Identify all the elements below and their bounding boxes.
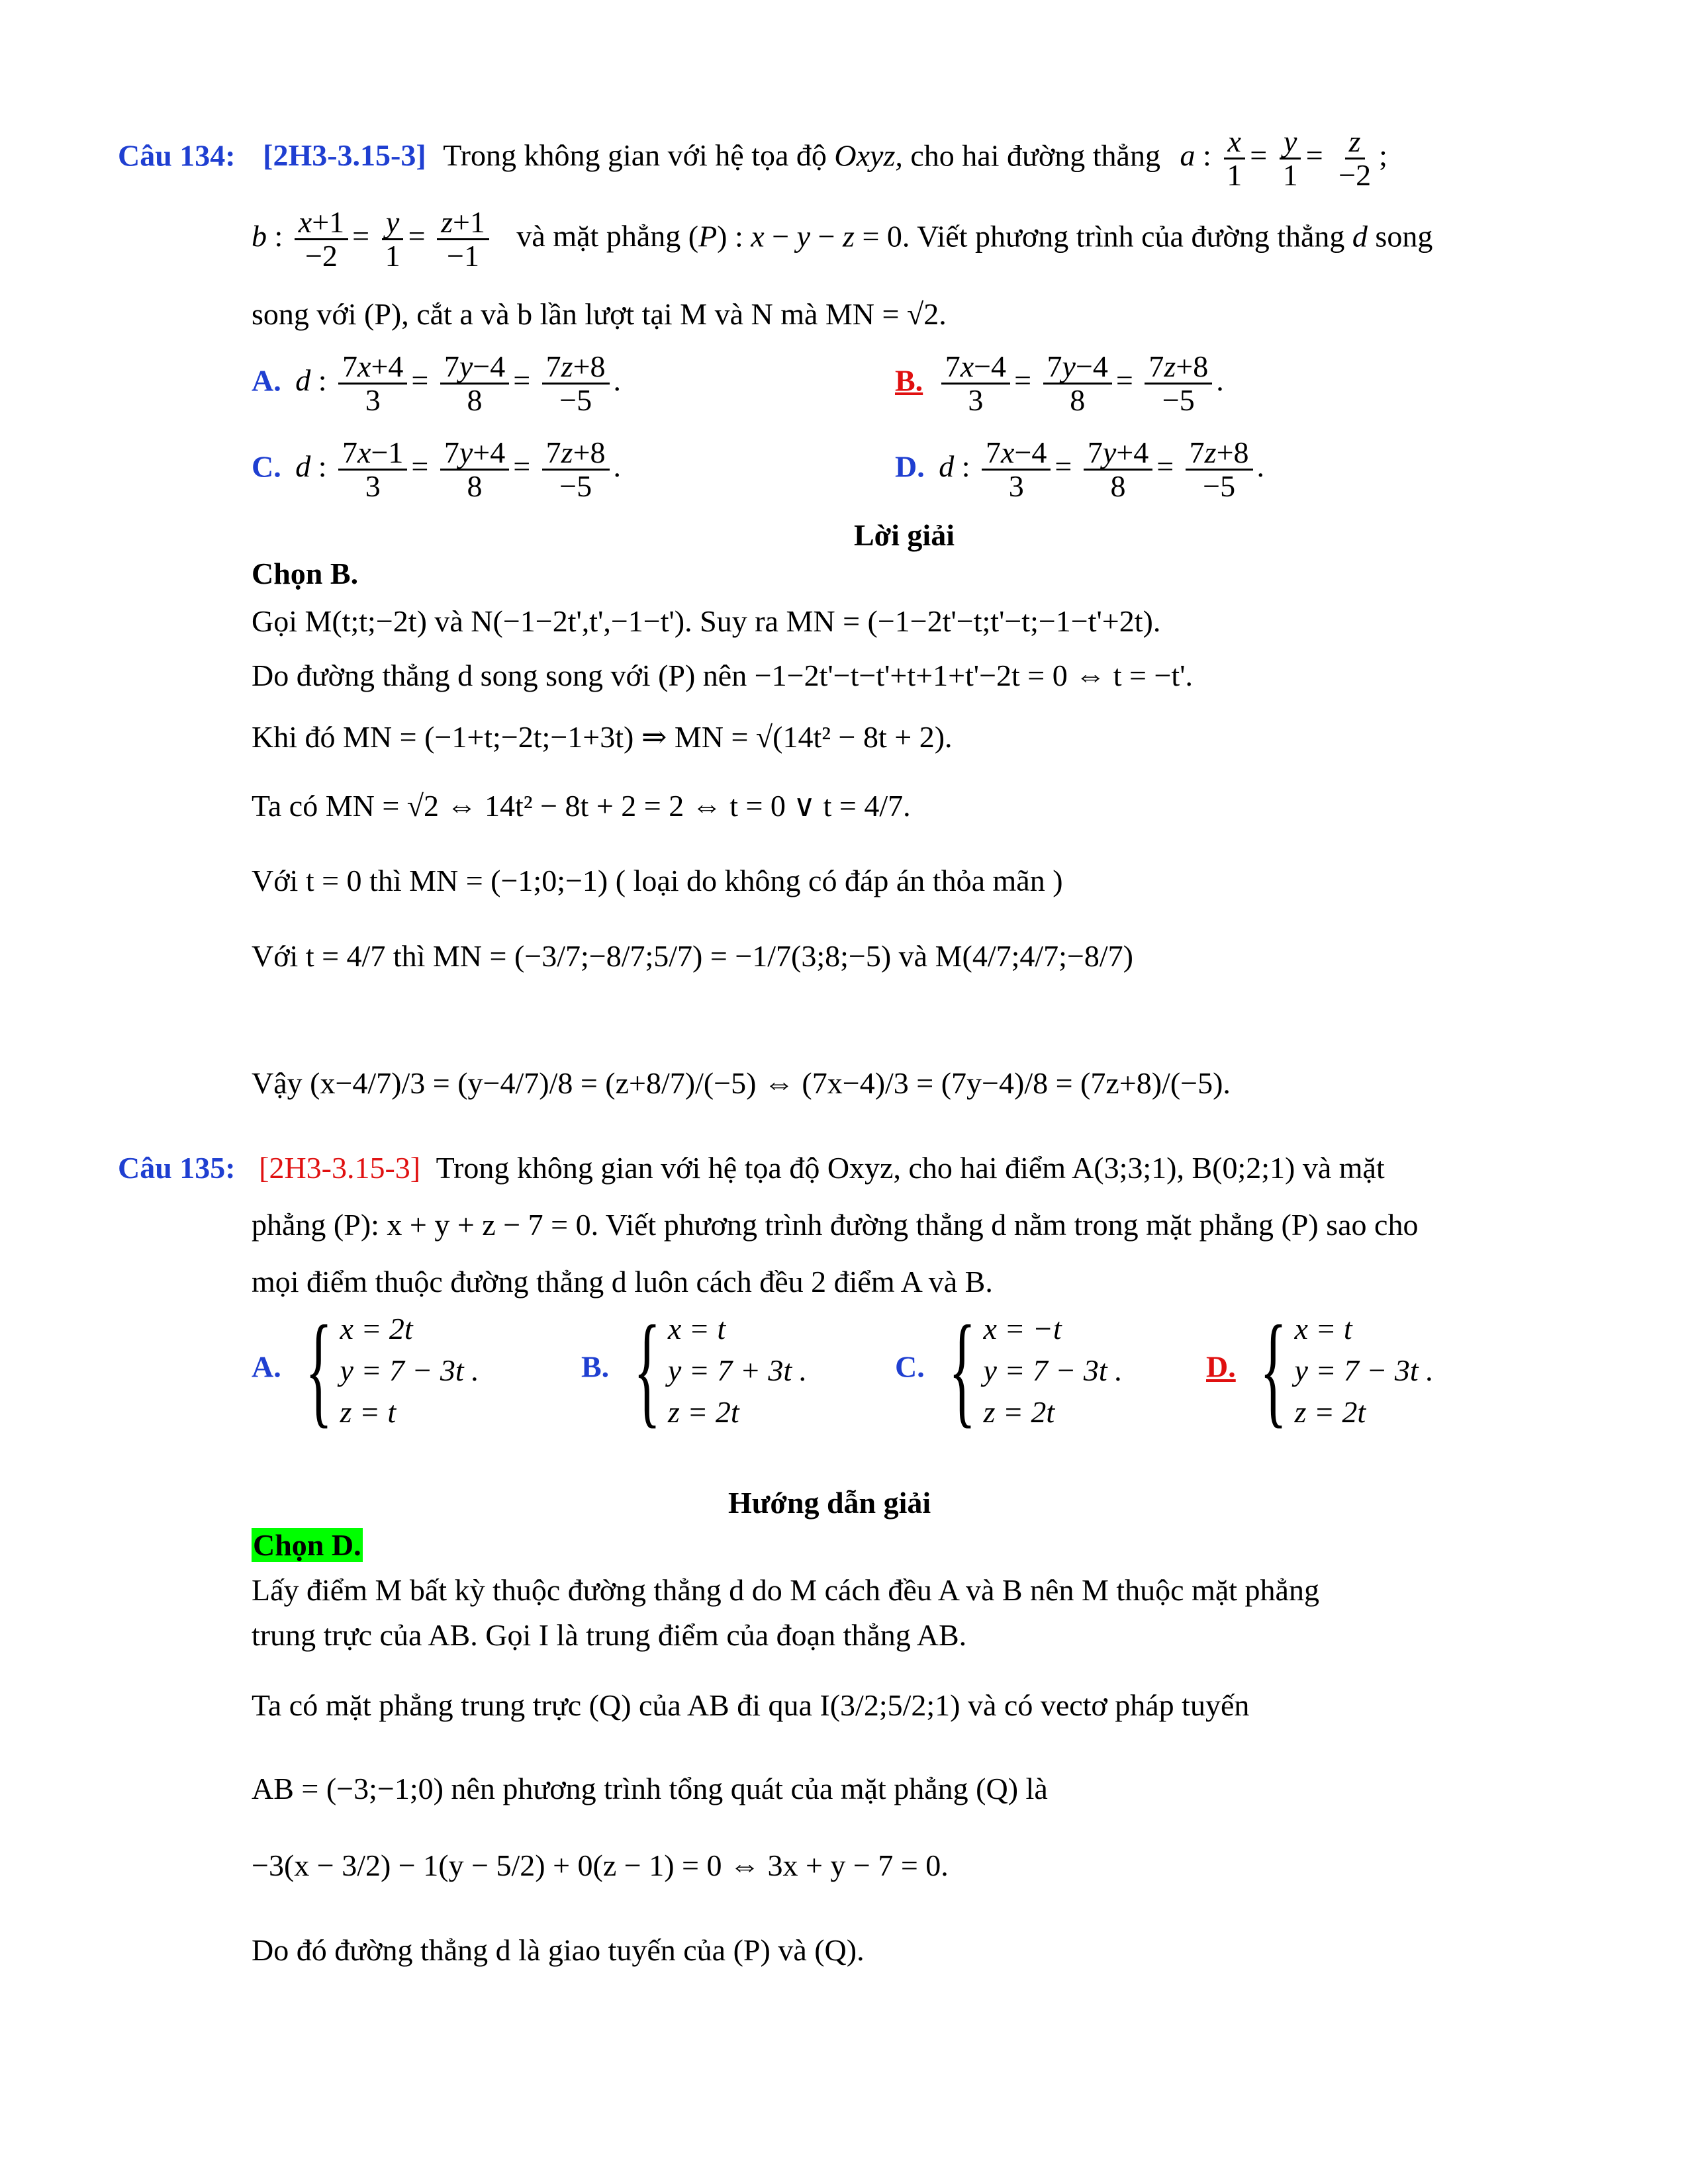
q134-solution-title: Lời giải	[854, 518, 955, 552]
option-b-math: $\frac{7x-4}{3}$ = $\frac{7y-4}{8}$ = $\frac{7z+8}{-5}$ .	[937, 363, 1224, 397]
q134-header	[118, 126, 1387, 192]
q134-step-6: Với t = 4/7 thì MN = (−3/7;−8/7;5/7) = −1/7(3;8;−5) và M(4/7;4/7;−8/7)	[252, 939, 1133, 973]
brace-icon: {	[633, 1300, 661, 1439]
q134-label: Câu 134:	[118, 138, 236, 173]
option-system	[289, 1300, 479, 1439]
option-key: D.	[1206, 1349, 1236, 1384]
q134-line2-mid: và mặt phẳng	[516, 219, 681, 253]
q135-step-2: trung trực của AB. Gọi I là trung điểm của đoạn thẳng AB.	[252, 1618, 967, 1652]
option-key: C.	[252, 449, 281, 484]
q135-option-c	[895, 1300, 1123, 1439]
system-row: y = 7 + 3t .	[667, 1353, 808, 1387]
option-key: B.	[581, 1349, 610, 1384]
q135-tag: [2H3-3.15-3]	[259, 1151, 421, 1185]
brace-icon: {	[949, 1300, 976, 1439]
option-d-math: d : $\frac{7x-4}{3}$ = $\frac{7y+4}{8}$ = $\frac{7z+8}{-5}$ .	[939, 435, 1265, 504]
system-row: x = −t	[983, 1311, 1062, 1345]
q135-line3: mọi điểm thuộc đường thẳng d luôn cách đều 2 điểm A và B.	[252, 1265, 993, 1298]
brace-icon: {	[305, 1300, 333, 1439]
option-key: D.	[895, 449, 925, 484]
line-a-equation: a : $\frac{x}{1}$ = $\frac{y}{1}$ = $\frac{z}{-2}$ ;	[1180, 124, 1387, 193]
option-key: C.	[895, 1349, 925, 1384]
system-row: z = 2t	[983, 1394, 1055, 1429]
q135-choice: Chọn D.	[253, 1528, 361, 1562]
q134-line3: song với (P), cắt a và b lần lượt tại M và N mà MN = √2.	[252, 297, 947, 331]
q134-step-1: Gọi M(t;t;−2t) và N(−1−2t',t',−1−t'). Suy ra MN = (−1−2t'−t;t'−t;−1−t'+2t).	[252, 604, 1161, 638]
q135-line2: phẳng (P): x + y + z − 7 = 0. Viết phương trình đường thẳng d nằm trong mặt phẳng (P) sao cho	[252, 1208, 1419, 1242]
q134-step-2: Do đường thẳng d song song với (P) nên −1−2t'−t−t'+t+1+t'−2t = 0 ⇔ t = −t'.	[252, 659, 1193, 692]
q134-intro: Trong không gian với hệ tọa độ	[443, 138, 827, 173]
q134-system: Oxyz,	[834, 138, 903, 173]
q135-line1: Trong không gian với hệ tọa độ Oxyz, cho hai điểm A(3;3;1), B(0;2;1) và mặt	[436, 1151, 1385, 1185]
q134-line2-end: Viết phương trình của đường thẳng	[917, 219, 1345, 253]
q134-option-c	[252, 437, 621, 503]
q134-option-b	[895, 351, 1224, 417]
option-key: B.	[895, 363, 923, 398]
option-system	[932, 1300, 1123, 1439]
q135-step-5: −3(x − 3/2) − 1(y − 5/2) + 0(z − 1) = 0 ⇔ 3x + y − 7 = 0.	[252, 1848, 949, 1882]
option-system	[617, 1300, 808, 1439]
q134-intro2: cho hai đường thẳng	[910, 138, 1160, 173]
q135-option-d	[1206, 1300, 1434, 1439]
q134-step-3: Khi đó MN = (−1+t;−2t;−1+3t) ⇒ MN = √(14t² − 8t + 2).	[252, 720, 953, 754]
option-key: A.	[252, 363, 281, 398]
system-row: x = 2t	[340, 1311, 413, 1345]
q135-step-6: Do đó đường thẳng d là giao tuyến của (P) và (Q).	[252, 1933, 865, 1967]
q134-tag: [2H3-3.15-3]	[263, 138, 426, 173]
plane-p-equation: (P) : x − y − z = 0.	[688, 219, 910, 253]
system-row: z = t	[340, 1394, 397, 1429]
option-c-math: d : $\frac{7x-1}{3}$ = $\frac{7y+4}{8}$ = $\frac{7z+8}{-5}$ .	[295, 435, 622, 504]
q135-step-4: AB = (−3;−1;0) nên phương trình tổng quát của mặt phẳng (Q) là	[252, 1772, 1048, 1805]
option-a-math: d : $\frac{7x+4}{3}$ = $\frac{7y-4}{8}$ = $\frac{7z+8}{-5}$ .	[295, 349, 622, 418]
q134-step-5: Với t = 0 thì MN = (−1;0;−1) ( loại do không có đáp án thỏa mãn )	[252, 864, 1063, 897]
q135-step-3: Ta có mặt phẳng trung trực (Q) của AB đi qua I(3/2;5/2;1) và có vectơ pháp tuyến	[252, 1688, 1250, 1722]
system-row: z = 2t	[667, 1394, 739, 1429]
option-key: A.	[252, 1349, 281, 1384]
q135-header	[118, 1150, 1385, 1185]
q134-line2: b : $\frac{x+1}{-2}$ = $\frac{y}{1}$ = $\frac{z+1}{-1}$ và mặt phẳng (P) : x − y − z = 0. Viết phương trình của đường thẳng d song	[252, 205, 1433, 273]
q135-option-a	[252, 1300, 479, 1439]
q135-step-1: Lấy điểm M bất kỳ thuộc đường thẳng d do M cách đều A và B nên M thuộc mặt phẳng	[252, 1573, 1319, 1607]
q134-choice: Chọn B.	[252, 557, 359, 590]
system-row: y = 7 − 3t .	[983, 1353, 1123, 1387]
q134-line2-end2: song	[1375, 219, 1433, 253]
q135-solution-title: Hướng dẫn giải	[728, 1486, 931, 1520]
q135-option-b	[581, 1300, 808, 1439]
q134-step-4: Ta có MN = √2 ⇔ 14t² − 8t + 2 = 2 ⇔ t = 0 ∨ t = 4/7.	[252, 789, 911, 823]
system-row: y = 7 − 3t .	[340, 1353, 479, 1387]
q134-option-d	[895, 437, 1264, 503]
system-row: y = 7 − 3t .	[1294, 1353, 1434, 1387]
system-row: x = t	[1294, 1311, 1352, 1345]
option-system	[1243, 1300, 1434, 1439]
line-b-equation: b : $\frac{x+1}{-2}$ = $\frac{y}{1}$ = $\frac{z+1}{-1}$	[252, 219, 500, 253]
system-row: z = 2t	[1294, 1394, 1366, 1429]
brace-icon: {	[1260, 1300, 1288, 1439]
q135-label: Câu 135:	[118, 1151, 236, 1185]
system-row: x = t	[667, 1311, 726, 1345]
q134-option-a	[252, 351, 621, 417]
q134-step-7: Vậy (x−4/7)/3 = (y−4/7)/8 = (z+8/7)/(−5) ⇔ (7x−4)/3 = (7y−4)/8 = (7z+8)/(−5).	[252, 1066, 1231, 1100]
q135-choice-wrap	[252, 1527, 363, 1563]
